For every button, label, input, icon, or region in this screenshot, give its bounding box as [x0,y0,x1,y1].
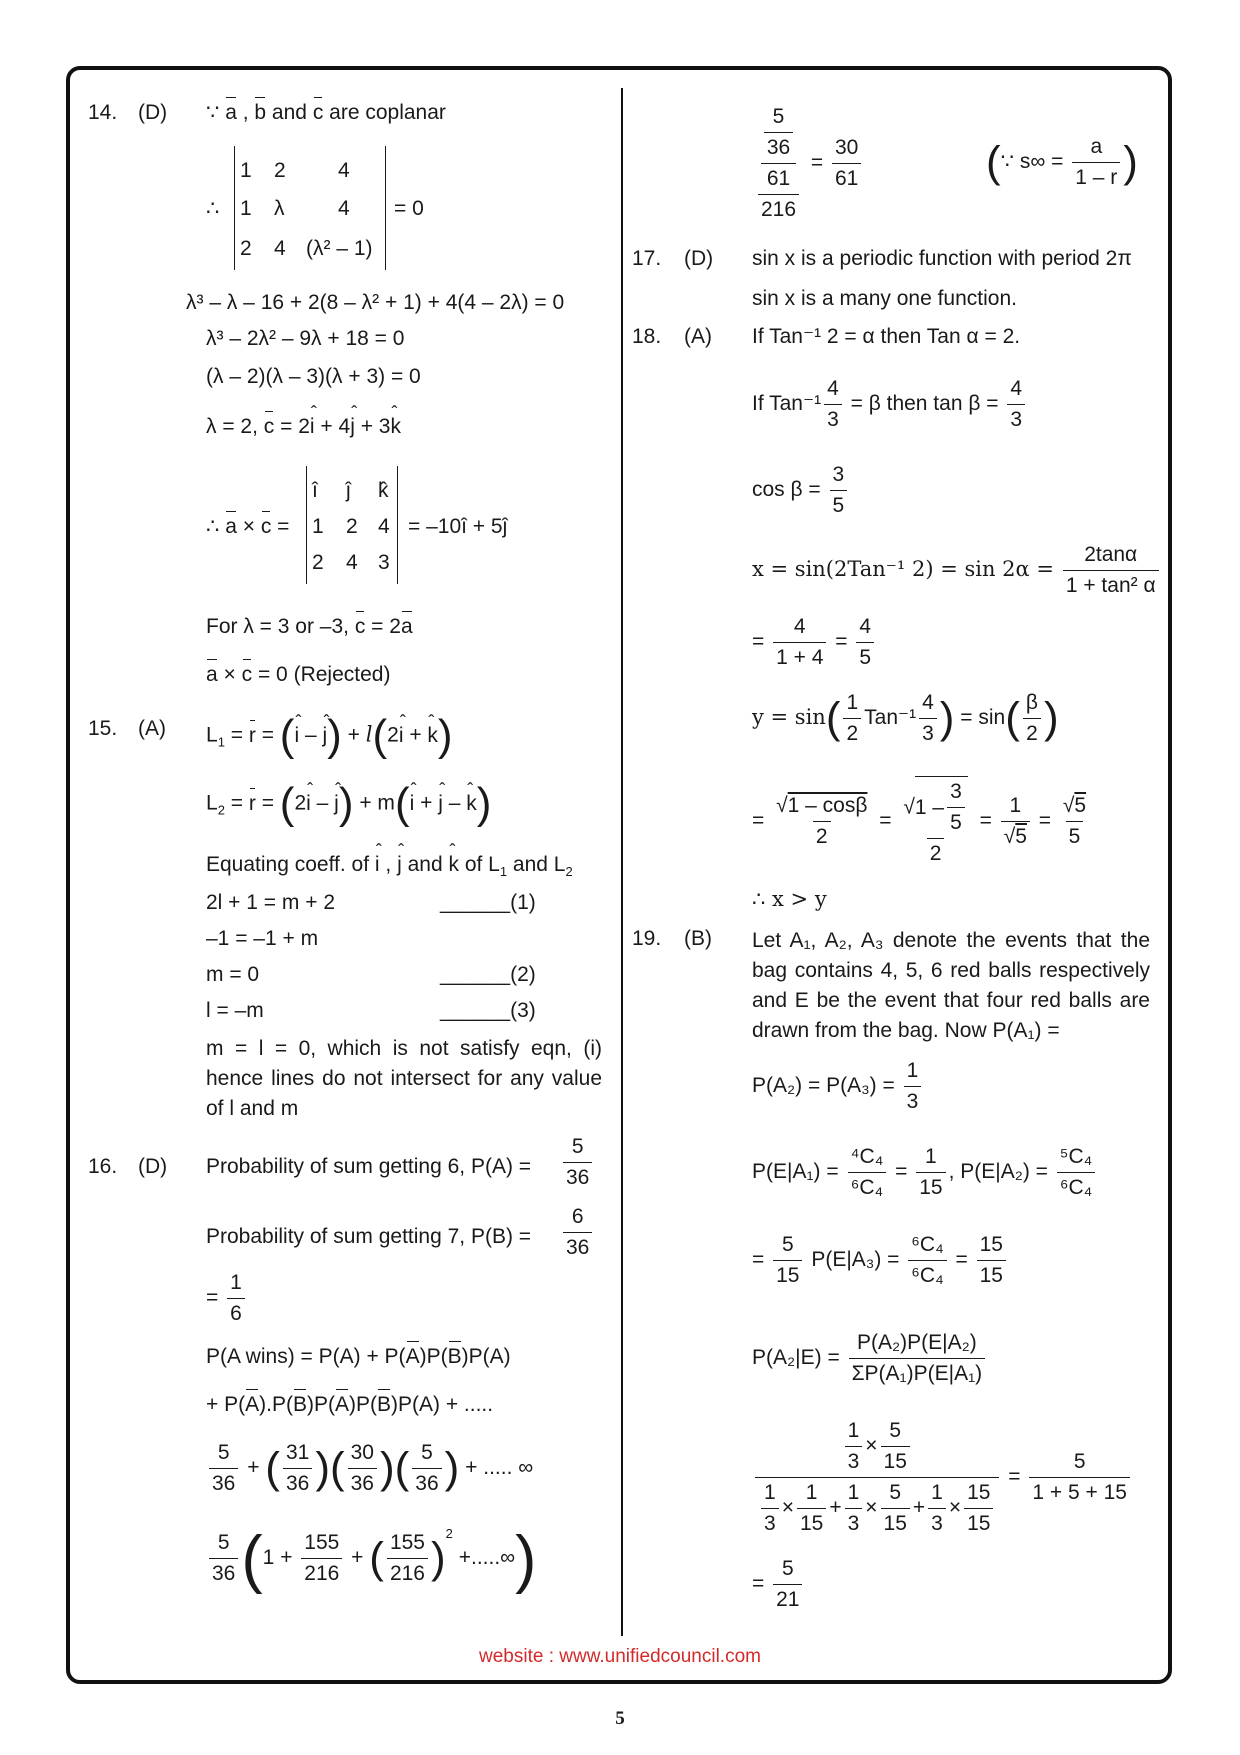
det1-cell: 4 [274,237,286,260]
det1-cell: 2 [274,159,286,182]
fraction-pb: $\frac{6}{36}$ [560,1204,595,1261]
q15-eq3-tag: ______(2) [440,963,536,986]
det1-cell: 4 [338,159,350,182]
q17-number: 17. [632,247,662,270]
det1-cell: 4 [338,197,350,220]
q19-pe1: P(E|A₁) = $\frac{\text{⁴C₄}}{\text{⁶C₄}}$ = $\frac{1}{15}$ , P(E|A₂) = $\frac{\text{⁵C₄}}{\text{⁶C₄}}$ [752,1144,1098,1201]
det2-cell: 3 [378,551,390,574]
q19-calculation: $\frac{1}{3}$ × $\frac{5}{15}$ $\frac{1}{3}$ × $\frac{1}{15}$ + $\frac{1}{3}$ × $\frac{5}{15}$ + $\frac{1}{3}$ × $\frac{15}{15}$ = $\frac{5}{1 + 5 + 15}$ [752,1418,1133,1537]
q16-series1: $\frac{5}{36}$ + ( $\frac{31}{36}$ )( $\frac{30}{36}$ )( $\frac{5}{36}$ ) + ..... ∞ [206,1440,533,1497]
det1-cell: λ [274,197,285,220]
det2-cell: î [312,479,318,502]
cross-product-rhs: = –10î + 5ĵ [408,515,508,538]
q18-line1: If Tan⁻¹ 2 = α then Tan α = 2. [752,325,1021,348]
det2-cell: 2 [312,551,324,574]
q15-line3: Equating coeff. of i ˆ , j ˆ and k ˆ of $L_1$ and $L_2$ [206,852,573,878]
q19-number: 19. [632,927,662,950]
det1-equals: = 0 [394,197,424,220]
q14-answer: (D) [138,101,168,124]
page-number: 5 [615,1708,625,1729]
q17-line2: sin x is a many one function. [752,287,1017,310]
q14-number: 14. [88,101,118,124]
q18-x: x = sin(2Tan⁻¹ 2) = sin 2α = $\frac{2\tan\alpha}{\text{1 + tan² α}}$ [752,542,1162,599]
det2-cell: k̂ [378,479,389,502]
website-footer[interactable]: website : www.unifiedcouncil.com [479,1646,761,1667]
q18-line2: If Tan⁻¹ $\frac{4}{3}$ = β then tan β = $\frac{4}{3}$ [752,376,1028,433]
fraction-pa: $\frac{5}{36}$ [560,1134,595,1191]
det2-cell: ĵ [346,479,351,502]
q14-line1: ∵ a , b and c are coplanar [206,101,446,124]
sum-infinity-note: (∵ s∞ = $\frac{a}{1 - r}$ ) [986,135,1138,189]
q18-x-value: = $\frac{4}{1 + 4}$ = $\frac{4}{5}$ [752,614,877,671]
q16-continued: $\frac{\frac{5}{36}}{\frac{61}{216}}$ = $\frac{30}{61}$ [752,104,864,223]
q15-eq2: –1 = –1 + m [206,927,319,950]
q16-line2: Probability of sum getting 7, P(B) = [206,1225,532,1248]
q14-line3: λ³ – 2λ² – 9λ + 18 = 0 [206,327,405,350]
q19-bayes: P(A₂|E) = $\frac{\text{P(A₂)P(E|A₂)}}{\text{ΣP(A₁)P(E|A₁)}}$ [752,1330,988,1387]
q14-line7: a × c = 0 (Rejected) [206,663,391,686]
q16-line4: + P(A).P(B)P(A)P(B)P(A) + ..... [206,1393,494,1416]
q18-y-value: = $\frac{√1 - \cos\beta}{2}$ = √ 1 – $\frac{3}{5}$ 2 = $\frac{1}{√5}$ = $\frac{√5}{5}$ [752,776,1092,867]
q16-number: 16. [88,1155,118,1178]
therefore-symbol: ∴ [206,197,220,220]
fraction-one-sixth: = $\frac{1}{6}$ [206,1270,248,1327]
q18-conclusion: ∴ x > y [752,887,827,911]
det2-cell: 4 [346,551,358,574]
q14-line5: λ = 2, c = 2i ˆ + 4j ˆ + 3k ˆ [206,414,401,440]
q15-line1: $L_1 = r = (i$ ˆ – j ˆ) + l(2i ˆ + k ˆ) [206,716,453,756]
q15-conclusion: m = l = 0, which is not satisfy eqn, (i) hence lines do not intersect for any value of l and m [206,1037,602,1120]
q16-line1: Probability of sum getting 6, P(A) = [206,1155,532,1178]
det2-cell: 4 [378,515,390,538]
q16-line3: P(A wins) = P(A) + P(A)P(B)P(A) [206,1345,511,1368]
cross-product-lhs: ∴ a × c = [206,515,290,538]
q14-line2: λ³ – λ – 16 + 2(8 – λ² + 1) + 4(4 – 2λ) = 0 [186,291,565,314]
q19-final: = $\frac{5}{21}$ [752,1556,805,1613]
q15-eq3: m = 0 [206,963,260,986]
det1-cell: 2 [240,237,252,260]
q18-y: y = sin( $\frac{1}{2}$ Tan⁻¹ $\frac{4}{3}$ ) = sin( $\frac{\beta}{2}$ ) [752,691,1059,745]
q15-eq4-tag: ______(3) [440,999,536,1022]
q15-number: 15. [88,717,118,740]
det2-cell: 2 [346,515,358,538]
q17-line1: sin x is a periodic function with period 2π [752,247,1132,270]
det2-cell: 1 [312,515,324,538]
q18-cos: cos β = $\frac{3}{5}$ [752,462,850,519]
q16-series2: $\frac{5}{36}$ (1 + $\frac{155}{216}$ + ( $\frac{155}{216}$ )$^2$ +.....∞) [206,1530,536,1587]
det1-cell: 1 [240,159,252,182]
det1-cell: 1 [240,197,252,220]
det1-cell: (λ² – 1) [306,237,373,260]
column-divider [621,88,623,1636]
q19-answer: (B) [684,927,712,950]
q15-eq1-tag: ______(1) [440,891,536,914]
q17-answer: (D) [684,247,714,270]
q19-pe2: = $\frac{5}{15}$ P(E|A₃) = $\frac{\text{⁶C₄}}{\text{⁶C₄}}$ = $\frac{15}{15}$ [752,1232,1009,1289]
q15-line2: $L_2 = r = (2i$ ˆ – j ˆ) + m(i ˆ + j ˆ – k ˆ) [206,784,491,824]
q15-eq1: 2l + 1 = m + 2 [206,891,335,914]
q19-paragraph: Let A₁, A₂, A₃ denote the events that the bag contains 4, 5, 6 red balls respectively and E be the event that four red balls are drawn from the bag. Now P(A₁) = [752,929,1150,1042]
q14-line6: For λ = 3 or –3, c = 2a [206,615,413,638]
q15-eq4: l = –m [206,999,264,1022]
q16-answer: (D) [138,1155,168,1178]
q15-answer: (A) [138,717,166,740]
q18-number: 18. [632,325,662,348]
q18-answer: (A) [684,325,712,348]
q14-line4: (λ – 2)(λ – 3)(λ + 3) = 0 [206,365,421,388]
q19-pa: P(A₂) = P(A₃) = $\frac{1}{3}$ [752,1058,924,1115]
